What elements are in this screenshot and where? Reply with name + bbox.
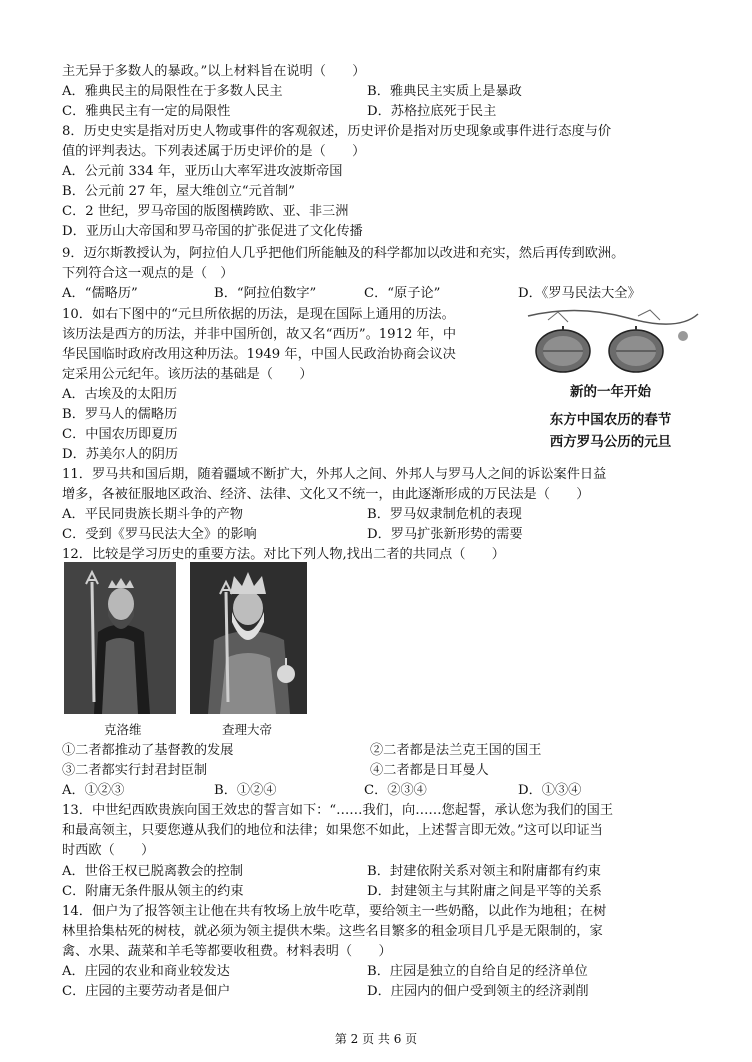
q8-option-a: A．公元前 334 年，亚历山大率军进攻波斯帝国: [62, 164, 343, 179]
q12-statement-1: ①二者都推动了基督教的发展: [62, 743, 234, 758]
q12-option-c: C．②③④: [364, 783, 427, 798]
q14-option-b: B．庄园是独立的自给自足的经济单位: [367, 964, 588, 979]
q8-option-b: B．公元前 27 年，屋大维创立“元首制”: [62, 184, 295, 199]
q10-stem-1: 10．如右下图中的“元旦所依据的历法，是现在国际上通用的历法。: [62, 307, 455, 322]
q14-option-a: A．庄园的农业和商业较发达: [62, 964, 230, 979]
clovis-caption: 克洛维: [104, 722, 142, 737]
q10-option-a: A．古埃及的太阳历: [62, 387, 178, 402]
calendar-caption-3: 西方罗马公历的元旦: [549, 434, 672, 450]
q10-stem-2: 该历法是西方的历法，并非中国所创，故又名“西历”。1912 年，中: [62, 327, 457, 342]
q11-stem-2: 增多，各被征服地区政治、经济、法律、文化又不统一，由此逐渐形成的万民法是（ ）: [62, 487, 590, 502]
q9-stem-1: 9．迈尔斯教授认为，阿拉伯人几乎把他们所能触及的科学都加以改进和充实，然后再传到欧洲。: [62, 246, 625, 261]
clovis-portrait: [64, 562, 176, 714]
q12-statement-2: ②二者都是法兰克王国的国王: [370, 743, 542, 758]
q8-stem-1: 8．历史史实是指对历史人物或事件的客观叙述，历史评价是指对历史现象或事件进行态度与价: [62, 124, 612, 139]
q10-option-d: D．苏美尔人的阴历: [62, 447, 179, 462]
q10-option-b: B．罗马人的儒略历: [62, 407, 178, 422]
q9-option-a: A．“儒略历”: [62, 286, 138, 301]
q12-option-b: B．①②④: [214, 783, 277, 798]
q10-stem-3: 华民国临时政府改用这种历法。1949 年，中国人民政治协商会议决: [62, 347, 456, 362]
q10-option-c: C．中国农历即夏历: [62, 427, 178, 442]
q7-stem-tail: 主无异于多数人的暴政。”以上材料旨在说明（ ）: [62, 64, 366, 79]
q11-option-c: C．受到《罗马民法大全》的影响: [62, 527, 257, 542]
charlemagne-caption: 查理大帝: [222, 722, 273, 737]
q11-option-a: A．平民同贵族长期斗争的产物: [62, 507, 243, 522]
q12-statement-3: ③二者都实行封君封臣制: [62, 763, 208, 778]
q13-stem-3: 时西欧（ ）: [62, 843, 155, 858]
q12-option-a: A．①②③: [62, 783, 125, 798]
q14-stem-1: 14．佃户为了报答领主让他在共有牧场上放牛吃草，要给领主一些奶酪，以此作为地租；在树: [62, 904, 607, 919]
q7-option-c: C．雅典民主有一定的局限性: [62, 104, 231, 119]
q8-stem-2: 值的评判表达。下列表述属于历史评价的是（ ）: [62, 144, 366, 159]
q11-stem-1: 11．罗马共和国后期，随着疆域不断扩大，外邦人之间、外邦人与罗马人之间的诉讼案件日益: [62, 467, 607, 482]
q13-option-b: B．封建依附关系对领主和附庸都有约束: [367, 864, 601, 879]
page-footer: 第 2 页 共 6 页: [334, 1032, 418, 1046]
charlemagne-portrait: [190, 562, 307, 714]
q14-option-d: D．庄园内的佃户受到领主的经济剥削: [367, 984, 589, 999]
q9-option-b: B．“阿拉伯数字”: [214, 286, 317, 301]
q12-option-d: D．①③④: [518, 783, 582, 798]
lantern-illustration: [518, 306, 703, 378]
q11-option-d: D．罗马扩张新形势的需要: [367, 527, 523, 542]
q13-option-d: D．封建领主与其附庸之间是平等的关系: [367, 884, 602, 899]
q9-option-d: D．《罗马民法大全》: [518, 286, 641, 301]
q7-option-d: D．苏格拉底死于民主: [367, 104, 497, 119]
q13-stem-2: 和最高领主，只要您遵从我们的地位和法律；如果您不如此，上述誓言即无效。”这可以印证当: [62, 823, 603, 838]
q11-option-b: B．罗马奴隶制危机的表现: [367, 507, 522, 522]
q7-option-b: B．雅典民主实质上是暴政: [367, 84, 522, 99]
q13-option-a: A．世俗王权已脱离教会的控制: [62, 864, 243, 879]
calendar-caption-1: 新的一年开始: [570, 384, 651, 400]
q8-option-d: D．亚历山大帝国和罗马帝国的扩张促进了文化传播: [62, 224, 363, 239]
q14-stem-2: 林里拾集枯死的树枝，就必须为领主提供木柴。这些名目繁多的租金项目几乎是无限制的，家: [62, 924, 603, 939]
q7-option-a: A．雅典民主的局限性在于多数人民主: [62, 84, 283, 99]
q9-option-c: C．“原子论”: [364, 286, 441, 301]
q12-stem: 12．比较是学习历史的重要方法。对比下列人物,找出二者的共同点（ ）: [62, 547, 505, 562]
q13-stem-1: 13．中世纪西欧贵族向国王效忠的誓言如下：“……我们，向……您起誓，承认您为我们的国王: [62, 803, 614, 818]
q9-stem-2: 下列符合这一观点的是（ ）: [62, 266, 234, 281]
calendar-caption-2: 东方中国农历的春节: [549, 412, 672, 428]
calendar-figure: [518, 306, 703, 451]
q10-stem-4: 定采用公元纪年。该历法的基础是（ ）: [62, 367, 313, 382]
q14-stem-3: 禽、水果、蔬菜和羊毛等都要收租费。材料表明（ ）: [62, 944, 392, 959]
q8-option-c: C．2 世纪，罗马帝国的版图横跨欧、亚、非三洲: [62, 204, 349, 219]
q13-option-c: C．附庸无条件服从领主的约束: [62, 884, 244, 899]
q14-option-c: C．庄园的主要劳动者是佃户: [62, 984, 231, 999]
q12-statement-4: ④二者都是日耳曼人: [370, 763, 489, 778]
